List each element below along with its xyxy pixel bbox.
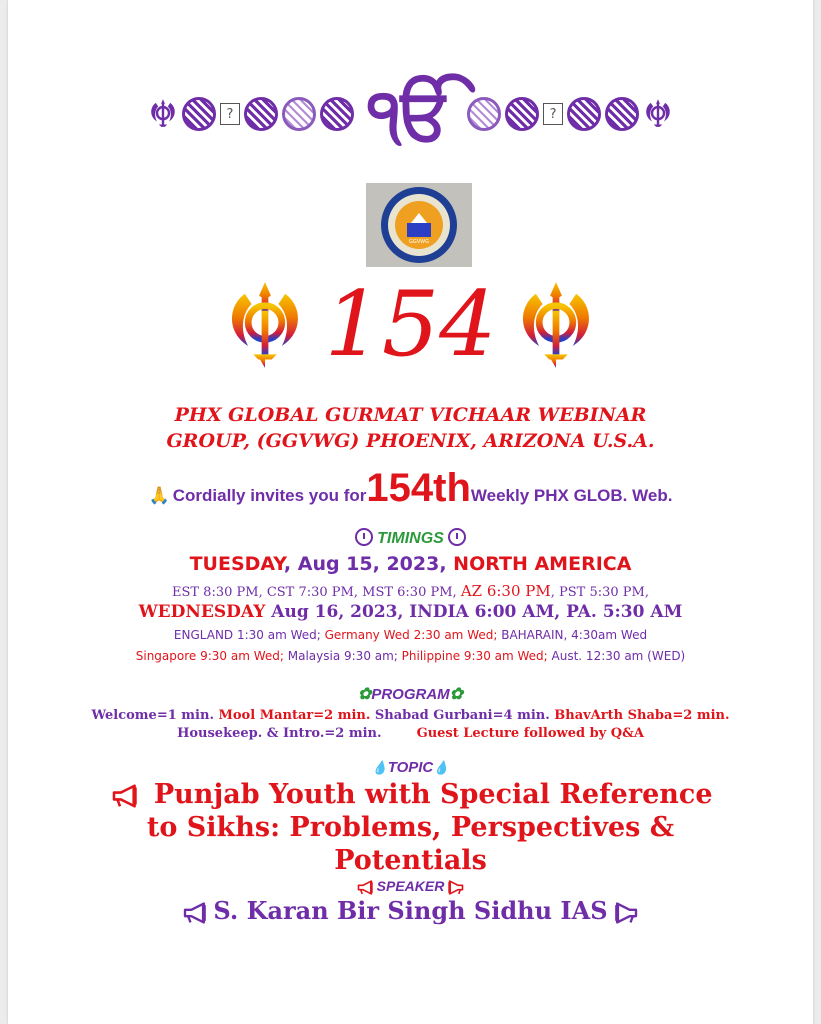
- us-timezones-1: EST 8:30 PM, CST 7:30 PM, MST 6:30 PM,: [171, 585, 461, 600]
- tz-singapore: Singapore 9:30 am Wed;: [135, 649, 288, 663]
- speaker-name: [8, 896, 813, 925]
- invitation-page: [8, 0, 813, 1024]
- tz-malaysia: Malaysia 9:30 am;: [287, 649, 402, 663]
- india-day: WEDNESDAY: [138, 602, 266, 622]
- na-region: NORTH AMERICA: [453, 553, 632, 575]
- tz-philippine: Philippine 9:30 am Wed;: [401, 649, 552, 663]
- svg-text:GGVWG: GGVWG: [409, 239, 429, 245]
- topic-label: TOPIC: [387, 759, 434, 776]
- khanda-icon: [223, 277, 307, 373]
- clover-icon: ✿: [357, 686, 372, 703]
- na-date: , Aug 15, 2023,: [283, 553, 454, 575]
- ik-onkar-symbol: ੴ: [367, 72, 454, 155]
- megaphone-icon: [179, 902, 213, 924]
- hatched-circle-icon: [567, 97, 601, 131]
- invite-prefix: Cordially invites you for: [172, 486, 367, 505]
- khanda-icon: [514, 277, 598, 373]
- hatched-circle-icon: [467, 97, 501, 131]
- timings-heading: [8, 528, 813, 548]
- hatched-circle-icon: [605, 97, 639, 131]
- speaker-label: SPEAKER: [376, 878, 445, 894]
- hatched-circle-icon: [320, 97, 354, 131]
- north-america-line: [8, 553, 813, 575]
- khanda-icon: [148, 97, 178, 131]
- timings-label: TIMINGS: [377, 530, 444, 547]
- program-items-line2: [8, 726, 813, 741]
- khanda-icon: [643, 97, 673, 131]
- india-rest: Aug 16, 2023, INDIA 6:00 AM, PA. 5:30 AM: [265, 602, 683, 622]
- clover-icon: ✿: [449, 686, 464, 703]
- topic-title: [8, 778, 813, 877]
- us-timezones-2: , PST 5:30 PM,: [550, 585, 649, 600]
- program-heading: [8, 684, 813, 704]
- topic-title-line1-text: Punjab Youth with Special Reference: [153, 779, 713, 810]
- tz-germany: Germany Wed 2:30 am Wed;: [324, 628, 502, 642]
- na-day: TUESDAY: [189, 553, 284, 575]
- program-label: PROGRAM: [371, 686, 450, 703]
- program-bhavarth: BhavArth Shaba=2 min.: [554, 708, 730, 723]
- program-shabad: Shabad Gurbani=4 min.: [374, 708, 555, 723]
- topic-title-line2: to Sikhs: Problems, Perspectives &: [146, 812, 675, 843]
- world-timezones-line1: [8, 628, 813, 642]
- program-welcome: Welcome=1 min.: [91, 708, 219, 723]
- hatched-circle-icon: [244, 97, 278, 131]
- missing-glyph-box: ?: [220, 103, 240, 125]
- edition-number: 154: [324, 272, 497, 377]
- program-items-line1: [8, 708, 813, 723]
- speaker-name-text: S. Karan Bir Singh Sidhu IAS: [213, 896, 608, 925]
- program-mool-mantar: Mool Mantar=2 min.: [218, 708, 375, 723]
- invite-number: 154th: [366, 466, 471, 510]
- topic-title-line1: [8, 778, 813, 811]
- program-housekeeping: Housekeep. & Intro.=2 min.: [177, 726, 382, 741]
- group-name-line2: GROUP, (GGVWG) PHOENIX, ARIZONA U.S.A.: [166, 430, 655, 452]
- edition-number-row: [8, 270, 813, 380]
- tz-australia: Aust. 12:30 am (WED): [551, 649, 686, 663]
- topic-title-line3: Potentials: [334, 845, 487, 876]
- megaphone-icon: [108, 784, 144, 808]
- megaphone-icon: [444, 880, 466, 895]
- tz-baharain: BAHARAIN, 4:30am Wed: [501, 628, 648, 642]
- drop-icon: 💧: [371, 760, 388, 775]
- alarm-clock-icon: [448, 528, 466, 546]
- invite-suffix: Weekly PHX GLOB. Web.: [470, 486, 673, 505]
- megaphone-icon: [608, 902, 642, 924]
- topic-heading: [8, 759, 813, 776]
- megaphone-icon: [355, 880, 377, 895]
- group-name-line1: PHX GLOBAL GURMAT VICHAAR WEBINAR: [174, 404, 647, 426]
- header-symbol-row: [8, 74, 813, 154]
- hatched-circle-icon: [505, 97, 539, 131]
- drop-icon: 💧: [433, 760, 450, 775]
- india-line: [8, 602, 813, 622]
- group-name: [8, 402, 813, 454]
- us-timezone-az: AZ 6:30 PM: [460, 582, 551, 600]
- world-timezones-line2: [8, 649, 813, 663]
- hatched-circle-icon: [282, 97, 316, 131]
- praying-hands-icon: 🙏: [148, 486, 170, 505]
- speaker-heading: [8, 878, 813, 895]
- tz-england: ENGLAND 1:30 am Wed;: [173, 628, 325, 642]
- program-guest-lecture: Guest Lecture followed by Q&A: [416, 726, 644, 741]
- invite-line: [8, 466, 813, 508]
- us-timezones-line: [8, 582, 813, 600]
- alarm-clock-icon: [355, 528, 373, 546]
- webinar-group-logo: [366, 183, 472, 267]
- hatched-circle-icon: [182, 97, 216, 131]
- missing-glyph-box: ?: [543, 103, 563, 125]
